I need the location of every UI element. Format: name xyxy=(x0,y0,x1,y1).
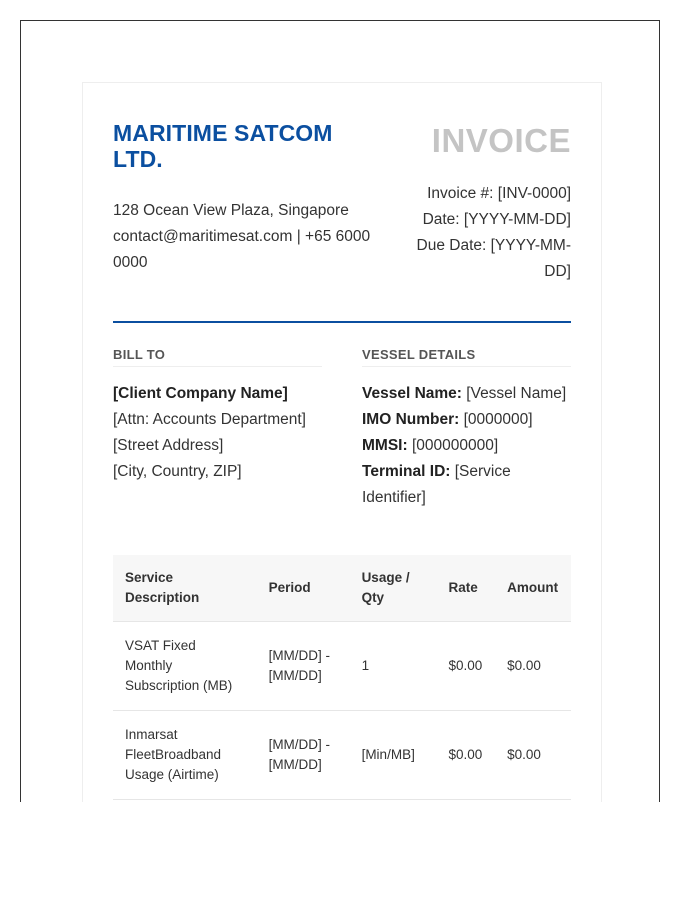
client-street: [Street Address] xyxy=(113,437,224,454)
header-service-description: Service Description xyxy=(113,555,257,622)
terminal-id-value: [Service Identifier] xyxy=(362,463,511,506)
row-rate: $0.00 xyxy=(437,711,496,800)
invoice-header xyxy=(113,120,571,285)
page-frame xyxy=(20,20,660,802)
mmsi-line xyxy=(362,433,571,459)
row-period: [MM/DD] - [MM/DD] xyxy=(257,622,350,711)
row-rate: $0.00 xyxy=(437,622,496,711)
vessel-name-label: Vessel Name: xyxy=(362,385,462,402)
row-description: Inmarsat FleetBroadband Usage (Airtime) xyxy=(113,711,257,800)
client-attn: [Attn: Accounts Department] xyxy=(113,411,306,428)
invoice-title: INVOICE xyxy=(431,122,571,159)
services-table-body xyxy=(113,622,571,800)
company-name: MARITIME SATCOM LTD. xyxy=(113,120,333,172)
header-usage-qty: Usage / Qty xyxy=(350,555,437,622)
table-header-row xyxy=(113,555,571,622)
header-rate: Rate xyxy=(437,555,496,622)
row-period: [MM/DD] - [MM/DD] xyxy=(257,711,350,800)
header-divider xyxy=(113,321,571,323)
invoice-document xyxy=(82,82,602,802)
services-table xyxy=(113,555,571,800)
vessel-name-line xyxy=(362,381,571,407)
client-city: [City, Country, ZIP] xyxy=(113,463,242,480)
row-usage: 1 xyxy=(350,622,437,711)
table-row xyxy=(113,622,571,711)
vessel-details-block xyxy=(362,347,571,511)
header-amount: Amount xyxy=(495,555,571,622)
client-company-name: [Client Company Name] xyxy=(113,385,288,402)
invoice-due-date: Due Date: [YYYY-MM-DD] xyxy=(416,237,571,280)
table-row xyxy=(113,711,571,800)
company-address: 128 Ocean View Plaza, Singapore xyxy=(113,202,349,219)
bill-to-heading: BILL TO xyxy=(113,347,322,367)
row-amount: $0.00 xyxy=(495,711,571,800)
terminal-id-line xyxy=(362,459,571,511)
row-usage: [Min/MB] xyxy=(350,711,437,800)
services-table-head xyxy=(113,555,571,622)
imo-number-label: IMO Number: xyxy=(362,411,460,428)
mmsi-label: MMSI: xyxy=(362,437,408,454)
imo-number-value: [0000000] xyxy=(459,411,533,428)
terminal-id-label: Terminal ID: xyxy=(362,463,451,480)
vessel-details-heading: VESSEL DETAILS xyxy=(362,347,571,367)
row-description: VSAT Fixed Monthly Subscription (MB) xyxy=(113,622,257,711)
mmsi-value: [000000000] xyxy=(407,437,499,454)
vessel-name-value: [Vessel Name] xyxy=(461,385,567,402)
company-block xyxy=(113,120,388,276)
parties-section xyxy=(113,347,571,511)
invoice-date: Date: [YYYY-MM-DD] xyxy=(422,211,571,228)
company-contact: contact@maritimesat.com | +65 6000 0000 xyxy=(113,228,371,271)
invoice-number: Invoice #: [INV-0000] xyxy=(427,185,571,202)
invoice-meta xyxy=(401,120,571,285)
header-period: Period xyxy=(257,555,350,622)
row-amount: $0.00 xyxy=(495,622,571,711)
imo-number-line xyxy=(362,407,571,433)
bill-to-block xyxy=(113,347,322,511)
